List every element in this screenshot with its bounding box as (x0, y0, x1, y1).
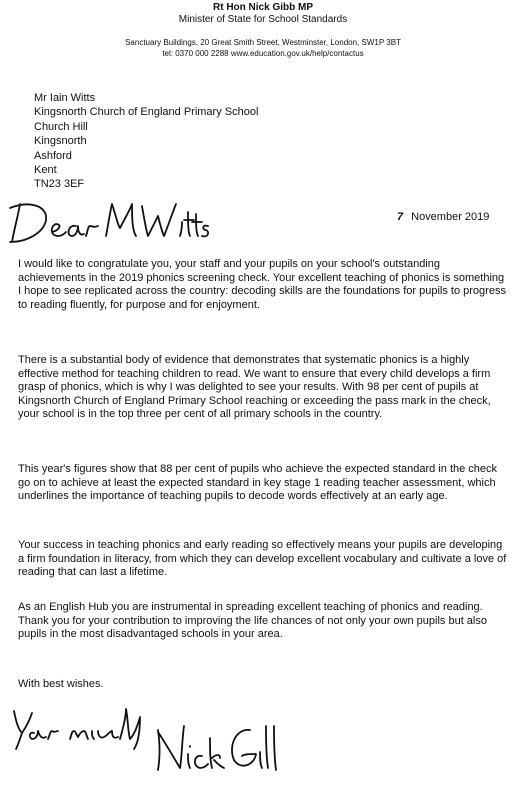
recipient-line: Kent (34, 164, 57, 177)
body-paragraph: As an English Hub you are instrumental in spreading excellent teaching of phonics and reading. Thank you for your contribution to improving the life chances of not only your own pupils but also pupils in the most disadvantaged schools in your area. (18, 601, 487, 641)
recipient-line: Church Hill (34, 120, 88, 133)
date-day: 7 (397, 211, 404, 223)
recipient-address (34, 91, 258, 192)
letterhead-contact: tel: 0370 000 2288 www.education.gov.uk/help/contactus (162, 49, 364, 58)
recipient-line: TN23 3EF (34, 178, 85, 191)
letter-date (397, 211, 489, 223)
body-paragraph: I would like to congratulate you, your staff and your pupils on your school's outstanding achievements in the 2019 phonics screening check. Your excellent teaching of phonics is something I hope to see replicated across the country: decoding skills are the foundations for pupils to progress to reading fluently, for purpose and for enjoyment. (18, 258, 506, 311)
body-paragraph: Your success in teaching phonics and early reading so effectively means your pupils are developing a firm foundation in literacy, from which they can develop excellent vocabulary and cultivate a love of reading that can last a lifetime. (18, 539, 507, 579)
closing-line: With best wishes. (18, 678, 104, 690)
handwritten-signature (150, 718, 280, 774)
letterhead-role: Minister of State for School Standards (178, 14, 348, 25)
recipient-line: Kingsnorth Church of England Primary School (34, 106, 259, 119)
handwritten-salutation (4, 196, 214, 248)
recipient-line: Ashford (34, 149, 72, 162)
letterhead-address: Sanctuary Buildings, 20 Great Smith Street, Westminster, London, SW1P 3BT (125, 38, 401, 47)
date-month-year: November 2019 (411, 211, 490, 223)
recipient-line: Kingsnorth (34, 135, 87, 148)
recipient-line: Mr Iain Witts (34, 92, 96, 104)
body-paragraph: This year's figures show that 88 per cent of pupils who achieve the expected standard in the check go on to achieve at least the expected standard in key stage 1 reading teacher assessment, which underlines the importance of teaching pupils to decode words effectively at an early age. (18, 463, 498, 503)
body-paragraph: There is a substantial body of evidence that demonstrates that systematic phonics is a highly effective method for teaching children to read. We want to ensure that every child develops a firm grasp of phonics, which is why I was delighted to see your results. With 98 per cent of pupils at Kingsnorth Church of England Primary School reaching or exceeding the pass mark in the check, your school is in the top three per cent of all primary schools in the country. (18, 354, 491, 421)
handwritten-sign-off (8, 701, 148, 751)
letterhead-name: Rt Hon Nick Gibb MP (213, 2, 313, 13)
